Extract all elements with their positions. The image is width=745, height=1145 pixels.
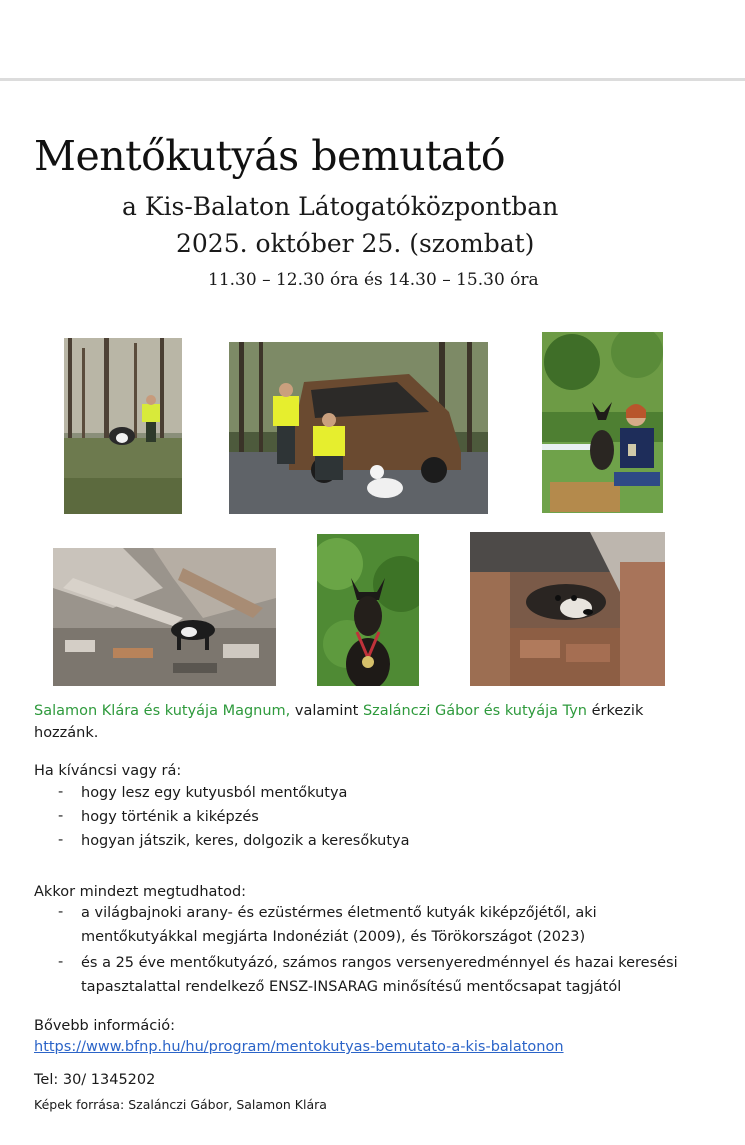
then-heading: Akkor mindezt megtudhatod: — [34, 884, 247, 900]
curious-item-2: hogy történik a kiképzés — [81, 809, 259, 825]
bullet-dash: - — [58, 832, 64, 848]
then-item-1-line-1: a világbajnoki arany- és ezüstérmes életmentő kutyák kiképzőjétől, aki — [81, 905, 597, 921]
event-times: 11.30 – 12.30 óra és 14.30 – 15.30 óra — [208, 270, 539, 290]
top-blank-bar — [0, 0, 745, 81]
then-item-1-line-2: mentőkutyákkal megjárta Indonéziát (2009), és Törökországot (2023) — [81, 929, 586, 945]
phone-number: Tel: 30/ 1345202 — [34, 1072, 156, 1088]
location-subtitle: a Kis-Balaton Látogatóközpontban — [122, 192, 559, 221]
intro-line-1 — [34, 700, 643, 722]
program-link[interactable]: https://www.bfnp.hu/hu/program/mentokutyas-bemutato-a-kis-balatonon — [34, 1039, 564, 1055]
guest-name-2: Szalánczi Gábor és kutyája Tyn — [362, 703, 588, 719]
intro-line-2: hozzánk. — [34, 725, 99, 741]
dog-in-bricks-photo — [470, 532, 665, 686]
trophy-dog-woman-photo — [542, 332, 663, 513]
intro-connector: valamint — [290, 703, 363, 719]
info-heading: Bővebb információ: — [34, 1018, 176, 1034]
then-item-2-line-1: és a 25 éve mentőkutyázó, számos rangos versenyeredménnyel és hazai keresési — [81, 955, 678, 971]
bullet-dash: - — [58, 904, 64, 920]
bullet-dash: - — [58, 954, 64, 970]
bullet-dash: - — [58, 808, 64, 824]
rescue-van-team-photo — [229, 342, 488, 514]
bullet-dash: - — [58, 784, 64, 800]
guest-name-1: Salamon Klára és kutyája Magnum, — [34, 703, 291, 719]
dog-handler-forest-photo — [64, 338, 182, 514]
curious-item-3: hogyan játszik, keres, dolgozik a keresőkutya — [81, 833, 410, 849]
curious-item-1: hogy lesz egy kutyusból mentőkutya — [81, 785, 348, 801]
dog-with-medal-photo — [317, 534, 419, 686]
event-date: 2025. október 25. (szombat) — [176, 229, 535, 258]
rubble-search-dog-photo — [53, 548, 276, 686]
curious-heading: Ha kíváncsi vagy rá: — [34, 763, 182, 779]
page-title: Mentőkutyás bemutató — [34, 132, 506, 180]
intro-end: érkezik — [587, 703, 644, 719]
then-item-2-line-2: tapasztalattal rendelkező ENSZ-INSARAG minősítésű mentőcsapat tagjától — [81, 979, 622, 995]
photo-credits: Képek forrása: Szalánczi Gábor, Salamon Klára — [34, 1097, 327, 1112]
